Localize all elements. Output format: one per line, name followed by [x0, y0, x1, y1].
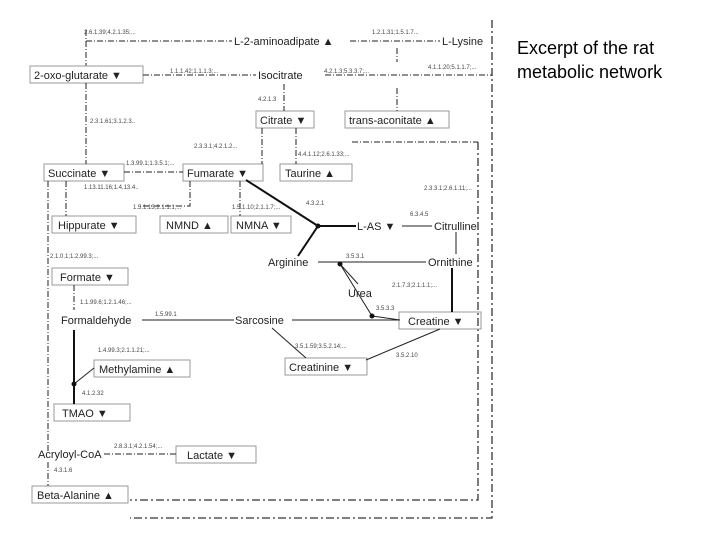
enzyme-label-21: 3.5.3.3: [376, 306, 395, 312]
metabolite-las: L-AS ▼: [357, 221, 396, 233]
metabolite-creatinine: Creatinine ▼: [289, 362, 354, 374]
enzyme-label-12: 2.3.3.1;2.6.1.11;...: [424, 186, 472, 192]
enzyme-label-6: 4.2.1.3: [258, 97, 277, 103]
metabolite-ornithine: Ornithine: [428, 257, 473, 269]
reaction-sarcosine-creatinine: [272, 328, 306, 358]
enzyme-label-11: 1.13.11.16;1.4.13.4..: [84, 185, 139, 191]
metabolite-lactate: Lactate ▼: [187, 450, 238, 462]
enzyme-label-15: 4.3.2.1: [306, 201, 325, 207]
enzyme-label-28: 4.3.1.6: [54, 468, 73, 474]
metabolite-creatine: Creatine ▼: [408, 316, 464, 328]
enzyme-label-8: 2.3.3.1;4.2.1.2...: [194, 144, 238, 150]
metabolite-transaconitate: trans-aconitate ▲: [349, 115, 436, 127]
enzyme-label-24: 3.5.1.59;3.5.2.14;...: [295, 344, 347, 350]
enzyme-label-27: 2.8.3.1;4.2.1.54;...: [114, 444, 163, 450]
metabolite-hippurate: Hippurate ▼: [58, 220, 120, 232]
enzyme-label-10: 1.3.99.1;1.3.5.1;...: [126, 161, 175, 167]
metabolite-succinate: Succinate ▼: [48, 168, 111, 180]
metabolite-formate: Formate ▼: [60, 272, 115, 284]
metabolite-sarcosine: Sarcosine: [235, 315, 284, 327]
metabolite-l2aminoadipate: L-2-aminoadipate ▲: [234, 36, 334, 48]
enzyme-label-1: 2.6.1.39;4.2.1.35;...: [84, 30, 136, 36]
metabolite-betaalanine: Beta-Alanine ▲: [37, 490, 114, 502]
enzyme-label-7: 2.3.1.61;3.1.2.3..: [90, 119, 136, 125]
metabolite-arginine: Arginine: [268, 257, 309, 269]
enzyme-label-3: 1.1.1.42;1.1.1.3;...: [170, 69, 219, 75]
junction-dot-tmao: [72, 382, 77, 387]
enzyme-label-17: 2.1.0.1;1.2.99.3;...: [50, 254, 99, 260]
junction-dot-las: [316, 224, 321, 229]
metabolite-nmnd: NMND ▲: [166, 220, 213, 232]
metabolite-urea: Urea: [348, 288, 372, 300]
metabolite-isocitrate: Isocitrate: [258, 70, 303, 82]
enzyme-label-5: 4.1.1.20;5.1.1.7;...: [428, 65, 477, 71]
enzyme-label-19: 2.1.7.3;2.1.1.1;...: [392, 283, 438, 289]
metabolite-tmao: TMAO ▼: [62, 408, 108, 420]
metabolite-llysine: L-Lysine: [442, 36, 484, 48]
enzyme-label-4: 4.2.1.3;5.3.3.7;...: [324, 69, 370, 75]
metabolite-fumarate: Fumarate ▼: [187, 168, 249, 180]
enzyme-label-26: 4.1.2.32: [82, 391, 104, 397]
metabolite-oxoglutarate: 2-oxo-glutarate ▼: [34, 70, 122, 82]
reaction-methylamine-tmao: [74, 368, 94, 384]
enzyme-label-20: 1.1.99.6;1.2.1.46;...: [80, 300, 132, 306]
enzyme-label-16: 6.3.4.5: [410, 212, 429, 218]
enzyme-label-22: 1.5.99.1: [155, 312, 177, 318]
enzyme-label-18: 3.5.3.1: [346, 254, 365, 260]
metabolite-taurine: Taurine ▲: [285, 168, 336, 180]
reaction-fumarate-nmnd: [138, 181, 190, 206]
metabolite-nmna: NMNA ▼: [236, 220, 282, 232]
junction-dot-urea: [370, 314, 375, 319]
enzyme-label-25: 3.5.2.10: [396, 353, 418, 359]
metabolite-formaldehyde: Formaldehyde: [61, 315, 132, 327]
enzyme-label-9: 4.4.1.12;2.6.1.33;...: [298, 152, 350, 158]
enzyme-label-13: 1.5.1.13;2.1.1.1;...: [133, 205, 182, 211]
reaction-arginine-las: [298, 226, 318, 256]
metabolite-acryloylcoa: Acryloyl-CoA: [38, 449, 102, 461]
diagram-caption: Excerpt of the rat metabolic network: [517, 38, 663, 82]
metabolite-methylamine: Methylamine ▲: [99, 364, 176, 376]
junction-dot-arginine: [338, 262, 343, 267]
network-outer-frame: [130, 20, 492, 518]
enzyme-label-2: 1.2.1.31;1.5.1.7...: [372, 30, 419, 36]
enzyme-label-23: 1.4.99.3;2.1.1.21;...: [98, 348, 150, 354]
metabolite-citrulline: Citrulline: [434, 221, 477, 233]
enzyme-label-14: 1.5.1.10;2.1.1.7;...: [232, 205, 281, 211]
metabolite-citrate: Citrate ▼: [260, 115, 307, 127]
